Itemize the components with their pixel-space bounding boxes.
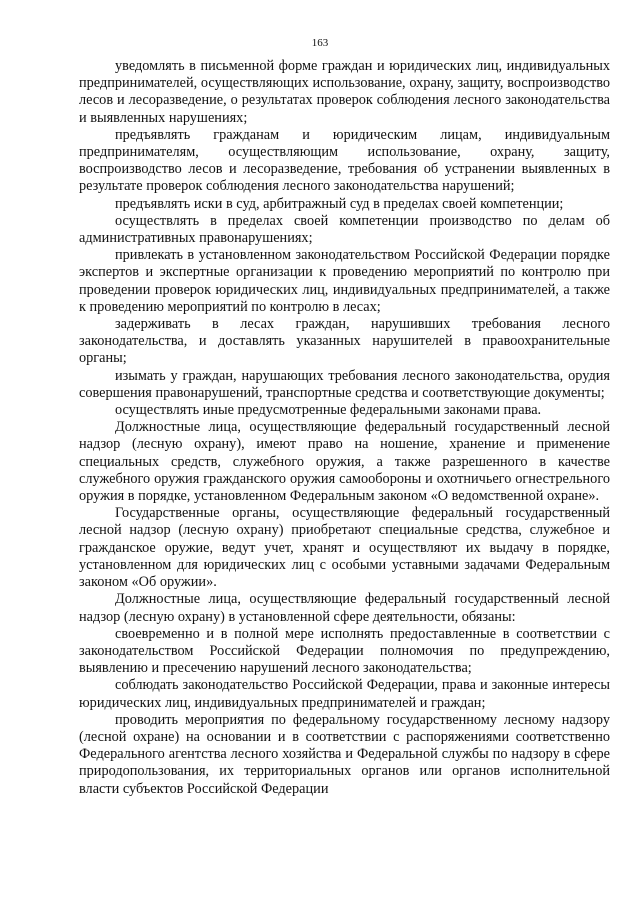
- page-number: 163: [311, 37, 329, 49]
- paragraph: проводить мероприятия по федеральному государственному лесному надзору (лесной охране) на основании и в соответствии с распоряжениями соответственно Федерального агентства лесного хозяйства и Федеральной службы по надзору в сфере природопользования, их территориальных органов или органов исполнительной власти субъектов Российской Федерации: [79, 711, 610, 797]
- paragraph: Должностные лица, осуществляющие федеральный государственный лесной надзор (лесную охрану) в установленной сфере деятельности, обязаны:: [79, 591, 610, 625]
- paragraph: Государственные органы, осуществляющие федеральный государственный лесной надзор (лесную охрану) приобретают специальные средства, служебное и гражданское оружие, ведут учет, хранят и осуществляют их выдачу в порядке, установленном для юридических лиц с особыми уставными задачами Федеральным законом «Об оружии».: [79, 505, 610, 591]
- paragraph: предъявлять иски в суд, арбитражный суд в пределах своей компетенции;: [115, 195, 564, 212]
- paragraph: задерживать в лесах граждан, нарушивших требования лесного законодательства, и доставлять указанных нарушителей в правоохранительные органы;: [79, 316, 610, 367]
- paragraph: предъявлять гражданам и юридическим лицам, индивидуальным предпринимателям, осуществляющим использование, охрану, защиту, воспроизводство лесов и лесоразведение, требования об устранении выявленных в результате проверок соблюдения лесного законодательства нарушений;: [79, 126, 610, 195]
- document-body: [79, 58, 610, 798]
- paragraph: осуществлять иные предусмотренные федеральными законами права.: [115, 402, 542, 419]
- paragraph: Должностные лица, осуществляющие федеральный государственный лесной надзор (лесную охрану), имеют право на ношение, хранение и применение специальных средств, служебного оружия, а также разрешенного в качестве служебного оружия гражданского оружия самообороны и охотничьего огнестрельного оружия в порядке, установленном Федеральным законом «О ведомственной охране».: [79, 419, 610, 505]
- paragraph: привлекать в установленном законодательством Российской Федерации порядке экспертов и экспертные организации к проведению мероприятий по контролю при проведении проверок юридических лиц, индивидуальных предпринимателей, а также к проведению мероприятий по контролю в лесах;: [79, 247, 610, 315]
- paragraph: своевременно и в полной мере исполнять предоставленные в соответствии с законодательством Российской Федерации полномочия по предупреждению, выявлению и пресечению нарушений лесного законодательства;: [79, 625, 610, 677]
- paragraph: уведомлять в письменной форме граждан и юридических лиц, индивидуальных предпринимателей, осуществляющих использование, охрану, защиту, воспроизводство лесов и лесоразведение, о результатах проверок соблюдения лесного законодательства и выявленных нарушениях;: [79, 58, 610, 126]
- paragraph: соблюдать законодательство Российской Федерации, права и законные интересы юридических лиц, индивидуальных предпринимателей и граждан;: [79, 677, 610, 711]
- paragraph: изымать у граждан, нарушающих требования лесного законодательства, орудия совершения правонарушений, транспортные средства и соответствующие документы;: [79, 367, 610, 401]
- paragraph: осуществлять в пределах своей компетенции производство по делам об административных правонарушениях;: [79, 212, 610, 247]
